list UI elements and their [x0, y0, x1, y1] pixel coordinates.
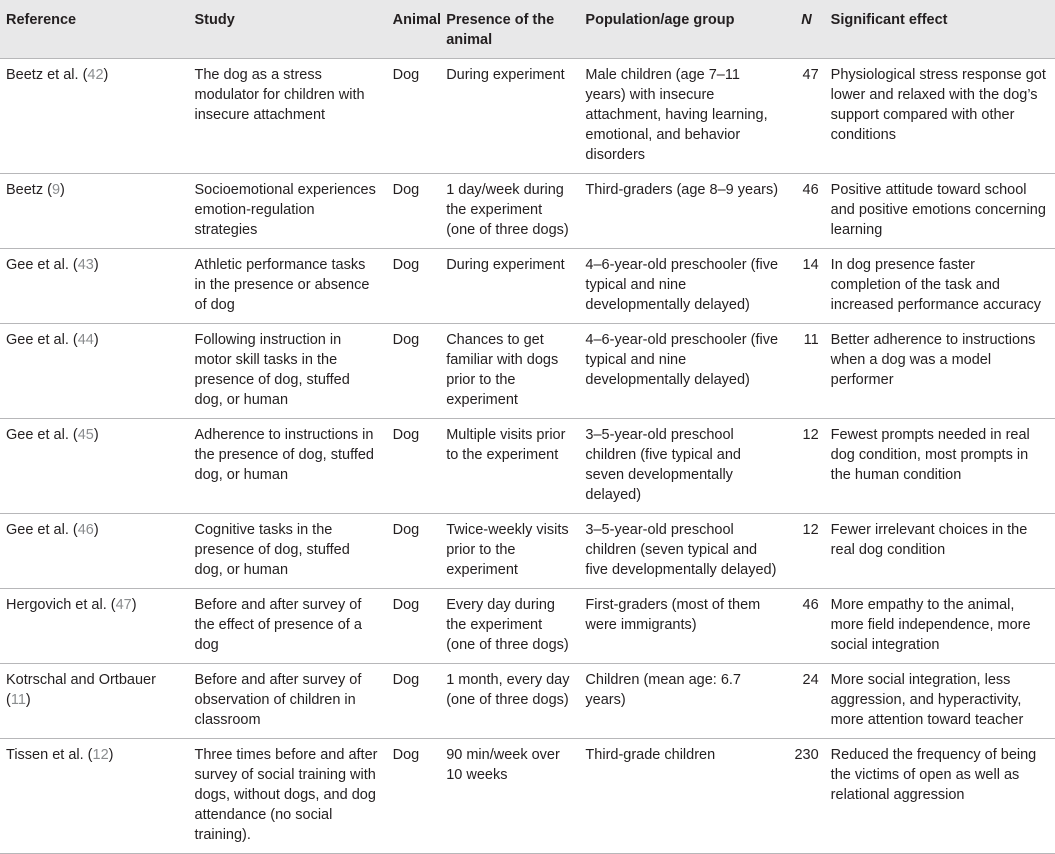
- cell-effect: Better adherence to instructions when a dog was a model performer: [830, 332, 1036, 388]
- cell-study: Adherence to instructions in the presence of dog, stuffed dog, or human: [194, 427, 375, 483]
- cell-population: Third-graders (age 8–9 years): [585, 182, 779, 198]
- cell-animal: Dog: [392, 427, 420, 443]
- table-row: [0, 739, 1055, 854]
- cell-n: 47: [802, 67, 819, 83]
- reference-name: Tissen et al. (: [6, 747, 93, 763]
- header-animal: Animal: [392, 12, 441, 28]
- cell-population: Third-grade children: [585, 747, 716, 763]
- cell-effect: Physiological stress response got lower and relaxed with the dog’s support compared with other conditions: [830, 67, 1046, 143]
- cell-presence: 1 day/week during the experiment (one of three dogs): [446, 182, 569, 238]
- cell-animal: Dog: [392, 67, 420, 83]
- cell-animal: Dog: [392, 257, 420, 273]
- cell-reference: [0, 664, 189, 739]
- cell-presence: Every day during the experiment (one of three dogs): [446, 597, 569, 653]
- cell-study: Cognitive tasks in the presence of dog, stuffed dog, or human: [194, 522, 350, 578]
- header-study: Study: [194, 12, 235, 28]
- reference-name: Gee et al. (: [6, 522, 78, 538]
- reference-number-link[interactable]: 43: [77, 257, 94, 273]
- reference-number-link[interactable]: 47: [115, 597, 132, 613]
- cell-animal: Dog: [392, 182, 420, 198]
- cell-n: 46: [802, 182, 819, 198]
- header-row: [0, 0, 1055, 59]
- reference-close: ): [93, 522, 99, 538]
- cell-study: The dog as a stress modulator for children with insecure attachment: [194, 67, 365, 123]
- cell-animal: Dog: [392, 672, 420, 688]
- cell-n: 24: [802, 672, 819, 688]
- cell-effect: Fewest prompts needed in real dog condition, most prompts in the human condition: [830, 427, 1030, 483]
- cell-presence: 1 month, every day (one of three dogs): [446, 672, 570, 708]
- cell-effect: More social integration, less aggression, and hyperactivity, more attention toward teacher: [830, 672, 1024, 728]
- cell-n: 11: [803, 332, 819, 348]
- reference-close: ): [108, 747, 114, 763]
- cell-effect: Positive attitude toward school and positive emotions concerning learning: [830, 182, 1046, 238]
- table-row: [0, 514, 1055, 589]
- cell-presence: Chances to get familiar with dogs prior to the experiment: [446, 332, 559, 408]
- reference-name: Hergovich et al. (: [6, 597, 116, 613]
- table-row: [0, 249, 1055, 324]
- cell-study: Three times before and after survey of social training with dogs, without dogs, and dog attendance (no social training).: [194, 747, 378, 843]
- cell-n: 12: [802, 522, 819, 538]
- table-row: [0, 664, 1055, 739]
- reference-name: Gee et al. (: [6, 257, 78, 273]
- cell-study: Athletic performance tasks in the presence or absence of dog: [194, 257, 370, 313]
- cell-effect: More empathy to the animal, more field independence, more social integration: [830, 597, 1031, 653]
- cell-study: Following instruction in motor skill tasks in the presence of dog, stuffed dog, or human: [194, 332, 350, 408]
- cell-reference: [0, 324, 189, 419]
- cell-presence: During experiment: [446, 257, 565, 273]
- cell-effect: Fewer irrelevant choices in the real dog condition: [830, 522, 1028, 558]
- cell-population: 4–6-year-old preschooler (five typical and nine developmentally delayed): [585, 332, 779, 388]
- reference-name: Beetz (: [6, 182, 52, 198]
- header-reference: Reference: [6, 12, 77, 28]
- reference-name: Beetz et al. (: [6, 67, 88, 83]
- cell-effect: In dog presence faster completion of the task and increased performance accuracy: [830, 257, 1042, 313]
- header-n: N: [801, 12, 812, 28]
- cell-reference: [0, 59, 189, 174]
- cell-n: 46: [802, 597, 819, 613]
- cell-population: Male children (age 7–11 years) with insecure attachment, having learning, emotional, and behavior disorders: [585, 67, 768, 163]
- table-row: [0, 324, 1055, 419]
- reference-name: Gee et al. (: [6, 427, 78, 443]
- cell-reference: [0, 514, 189, 589]
- cell-animal: Dog: [392, 522, 420, 538]
- reference-name: Kotrschal and Ortbauer (: [6, 672, 156, 708]
- reference-close: ): [103, 67, 109, 83]
- reference-number-link[interactable]: 44: [77, 332, 94, 348]
- header-effect: Significant effect: [830, 12, 948, 28]
- table-body: [0, 59, 1055, 854]
- reference-number-link[interactable]: 45: [77, 427, 94, 443]
- reference-number-link[interactable]: 9: [51, 182, 61, 198]
- cell-reference: [0, 419, 189, 514]
- cell-reference: [0, 739, 189, 854]
- reference-close: ): [131, 597, 137, 613]
- cell-animal: Dog: [392, 747, 420, 763]
- cell-population: 4–6-year-old preschooler (five typical and nine developmentally delayed): [585, 257, 779, 313]
- reference-number-link[interactable]: 11: [10, 692, 26, 708]
- table-row: [0, 419, 1055, 514]
- table-row: [0, 59, 1055, 174]
- reference-close: ): [60, 182, 65, 198]
- cell-reference: [0, 589, 189, 664]
- reference-number-link[interactable]: 12: [92, 747, 109, 763]
- cell-n: 14: [802, 257, 819, 273]
- cell-n: 230: [794, 747, 819, 763]
- reference-number-link[interactable]: 46: [77, 522, 94, 538]
- reference-close: ): [93, 427, 99, 443]
- cell-reference: [0, 249, 189, 324]
- cell-presence: During experiment: [446, 67, 565, 83]
- cell-effect: Reduced the frequency of being the victims of open as well as relational aggression: [830, 747, 1037, 803]
- cell-n: 12: [802, 427, 819, 443]
- cell-study: Socioemotional experiences emotion-regulation strategies: [194, 182, 376, 238]
- cell-population: First-graders (most of them were immigrants): [585, 597, 761, 633]
- cell-population: 3–5-year-old preschool children (five typical and seven developmentally delayed): [585, 427, 741, 503]
- reference-close: ): [93, 332, 99, 348]
- cell-study: Before and after survey of the effect of presence of a dog: [194, 597, 362, 653]
- reference-number-link[interactable]: 42: [87, 67, 104, 83]
- header-presence: Presence of the animal: [446, 12, 555, 48]
- table-header: [0, 0, 1055, 59]
- cell-animal: Dog: [392, 332, 420, 348]
- cell-presence: 90 min/week over 10 weeks: [446, 747, 560, 783]
- cell-study: Before and after survey of observation of children in classroom: [194, 672, 362, 728]
- header-population: Population/age group: [585, 12, 735, 28]
- reference-close: ): [25, 692, 31, 708]
- cell-presence: Twice-weekly visits prior to the experiment: [446, 522, 569, 578]
- cell-presence: Multiple visits prior to the experiment: [446, 427, 566, 463]
- cell-population: 3–5-year-old preschool children (seven typical and five developmentally delayed): [585, 522, 777, 578]
- cell-population: Children (mean age: 6.7 years): [585, 672, 741, 708]
- reference-close: ): [93, 257, 99, 273]
- reference-name: Gee et al. (: [6, 332, 78, 348]
- table-row: [0, 174, 1055, 249]
- cell-reference: [0, 174, 189, 249]
- cell-animal: Dog: [392, 597, 420, 613]
- table-row: [0, 589, 1055, 664]
